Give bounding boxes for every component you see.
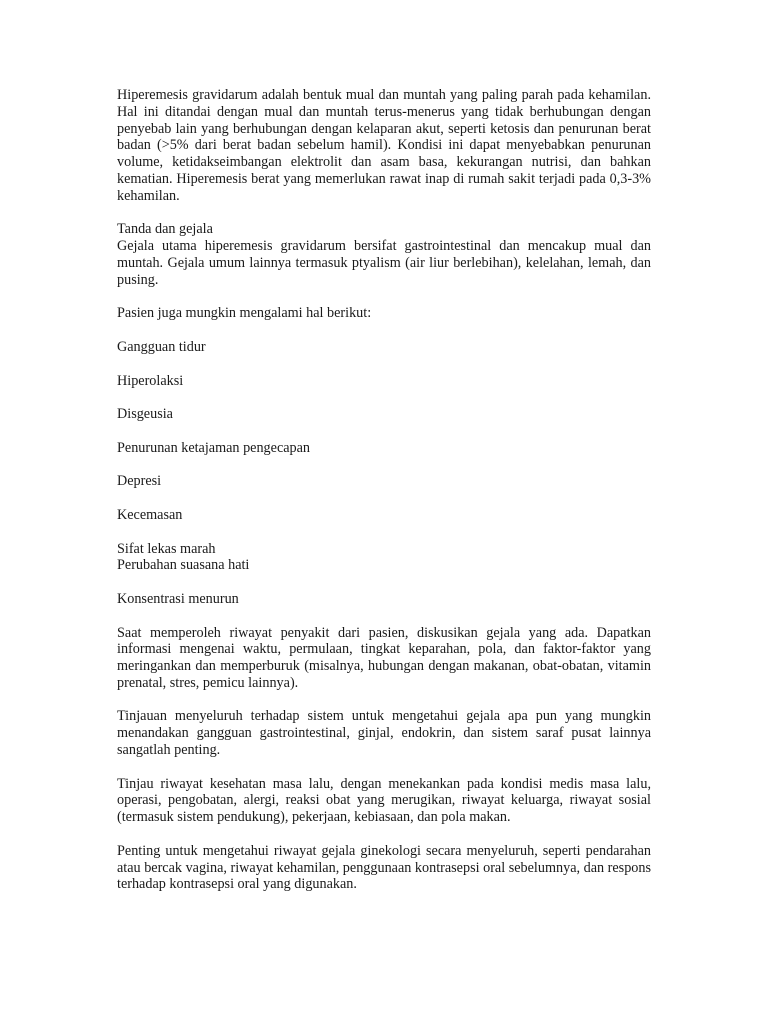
list-item: Kecemasan: [117, 506, 183, 523]
list-item: Sifat lekas marah: [117, 540, 216, 557]
list-item: Depresi: [117, 473, 162, 490]
section-heading: Tanda dan gejala: [117, 221, 213, 238]
gynecology-paragraph: Penting untuk mengetahui riwayat gejala ginekologi secara menyeluruh, seperti pendarahan atau bercak vagina, riwayat kehamilan, penggunaan kontrasepsi oral sebelumnya, dan respons terhadap kontrasepsi oral yang digunakan.: [117, 842, 651, 893]
list-intro: Pasien juga mungkin mengalami hal berikut:: [117, 305, 372, 322]
intro-paragraph: Hiperemesis gravidarum adalah bentuk mual dan muntah yang paling parah pada kehamilan. Hal ini ditandai dengan mual dan muntah terus-menerus yang tidak berhubungan dengan penyebab lain yang berhubungan dengan kelaparan akut, seperti ketosis dan penurunan berat badan (>5% dari berat badan sebelum hamil). Kondisi ini dapat menyebabkan penurunan volume, ketidakseimbangan elektrolit dan asam basa, kekurangan nutrisi, dan bahkan kematian. Hiperemesis berat yang memerlukan rawat inap di rumah sakit terjadi pada 0,3-3% kehamilan.: [117, 87, 651, 204]
review-paragraph: Tinjauan menyeluruh terhadap sistem untuk mengetahui gejala apa pun yang mungkin menandakan gangguan gastrointestinal, ginjal, endokrin, dan sistem saraf pusat lainnya sangatlah penting.: [117, 708, 651, 759]
list-item: Disgeusia: [117, 406, 173, 423]
symptoms-paragraph: Gejala utama hiperemesis gravidarum bersifat gastrointestinal dan mencakup mual dan muntah. Gejala umum lainnya termasuk ptyalism (air liur berlebihan), kelelahan, lemah, dan pusing.: [117, 238, 651, 288]
past-history-paragraph: Tinjau riwayat kesehatan masa lalu, dengan menekankan pada kondisi medis masa lalu, operasi, pengobatan, alergi, reaksi obat yang merugikan, riwayat keluarga, riwayat sosial (termasuk sistem pendukung), pekerjaan, kebiasaan, dan pola makan.: [117, 775, 651, 826]
list-item: Gangguan tidur: [117, 338, 206, 355]
list-item: Penurunan ketajaman pengecapan: [117, 439, 311, 456]
history-paragraph: Saat memperoleh riwayat penyakit dari pasien, diskusikan gejala yang ada. Dapatkan informasi mengenai waktu, permulaan, tingkat keparahan, pola, dan faktor-faktor yang meringankan dan memperburuk (misalnya, hubungan dengan makanan, obat-obatan, vitamin prenatal, stres, pemicu lainnya).: [117, 624, 651, 691]
list-item: Konsentrasi menurun: [117, 590, 239, 607]
document-page: [117, 87, 651, 910]
list-item: Hiperolaksi: [117, 372, 184, 389]
list-item: Perubahan suasana hati: [117, 557, 250, 574]
